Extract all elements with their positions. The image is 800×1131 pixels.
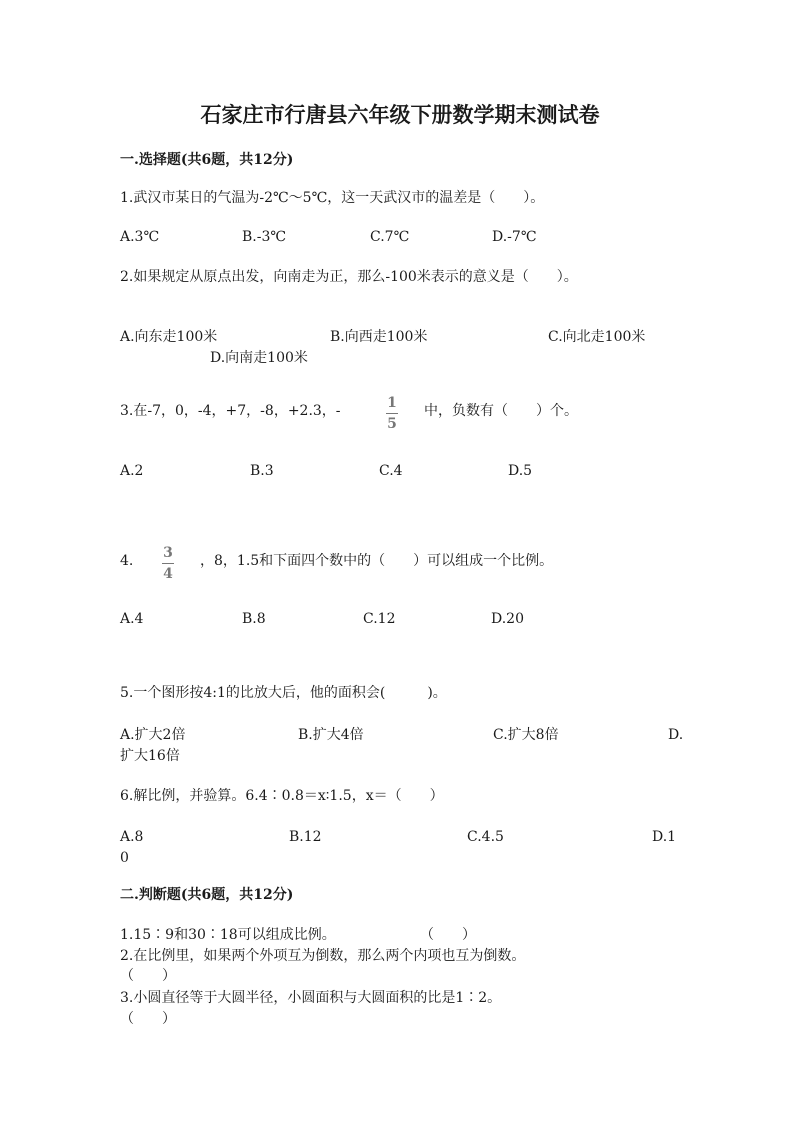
question-2-option-c: C.向北走100米: [548, 329, 646, 345]
question-3-option-b: B.3: [250, 463, 274, 479]
question-4-option-b: B.8: [242, 611, 266, 627]
question-1-option-d: D.-7℃: [492, 229, 537, 245]
question-6-option-c: C.4.5: [467, 829, 504, 845]
judgement-3-blank: （ ）: [120, 1011, 176, 1027]
fraction-denominator: 4: [163, 566, 173, 582]
question-5-option-d-continued: 扩大16倍: [120, 748, 180, 764]
judgement-1-blank: （ ）: [420, 927, 476, 943]
question-6-stem: 6.解比例，并验算。6.4∶0.8＝x∶1.5，x＝（ ）: [120, 788, 444, 804]
fraction-numerator: 3: [163, 545, 173, 561]
question-6-option-d-continued: 0: [120, 850, 129, 866]
page-title: 石家庄市行唐县六年级下册数学期末测试卷: [200, 102, 600, 127]
question-2-option-a: A.向东走100米: [120, 329, 218, 345]
judgement-1-text: 1.15∶9和30∶18可以组成比例。: [120, 927, 336, 943]
question-4-option-a: A.4: [120, 611, 144, 627]
question-1-option-a: A.3℃: [120, 229, 160, 245]
question-4-fraction: [158, 546, 178, 581]
section-heading-choice: 一.选择题(共6题，共12分): [120, 152, 294, 168]
fraction-denominator: 5: [387, 416, 397, 432]
question-4-option-c: C.12: [363, 611, 396, 627]
question-6-option-a: A.8: [120, 829, 144, 845]
question-1-option-b: B.-3℃: [242, 229, 287, 245]
fraction-bar: [386, 413, 398, 414]
question-4-stem-before: 4.: [120, 553, 134, 569]
question-2-option-b: B.向西走100米: [330, 329, 428, 345]
judgement-2-blank: （ ）: [120, 968, 176, 984]
fraction-numerator: 1: [387, 395, 397, 411]
fraction-bar: [162, 563, 174, 564]
question-6-option-b: B.12: [289, 829, 322, 845]
judgement-2-text: 2.在比例里，如果两个外项互为倒数，那么两个内项也互为倒数。: [120, 948, 526, 964]
question-3-stem-before: 3.在-7，0，-4，+7，-8，+2.3，-: [120, 403, 341, 419]
question-5-option-c: C.扩大8倍: [493, 727, 559, 743]
question-6-option-d: D.1: [652, 829, 677, 845]
question-5-stem: 5.一个图形按4:1的比放大后，他的面积会( )。: [120, 685, 447, 701]
question-3-stem-after: 中，负数有（ ）个。: [424, 403, 578, 419]
question-3-option-c: C.4: [379, 463, 403, 479]
question-3-fraction: [382, 396, 402, 431]
question-5-option-d: D.: [668, 727, 684, 743]
question-3-option-d: D.5: [508, 463, 533, 479]
judgement-3-text: 3.小圆直径等于大圆半径，小圆面积与大圆面积的比是1∶2。: [120, 990, 502, 1006]
question-1-stem: 1.武汉市某日的气温为-2℃～5℃，这一天武汉市的温差是（ ）。: [120, 190, 545, 206]
question-2-option-d: D.向南走100米: [210, 350, 308, 366]
question-2-stem: 2.如果规定从原点出发，向南走为正，那么-100米表示的意义是（ ）。: [120, 269, 578, 285]
question-4-option-d: D.20: [491, 611, 524, 627]
question-5-option-b: B.扩大4倍: [298, 727, 364, 743]
question-4-stem-after: ，8，1.5和下面四个数中的（ ）可以组成一个比例。: [200, 553, 554, 569]
question-5-option-a: A.扩大2倍: [120, 727, 186, 743]
section-heading-judgement: 二.判断题(共6题，共12分): [120, 887, 294, 903]
question-1-option-c: C.7℃: [370, 229, 410, 245]
question-3-option-a: A.2: [120, 463, 144, 479]
